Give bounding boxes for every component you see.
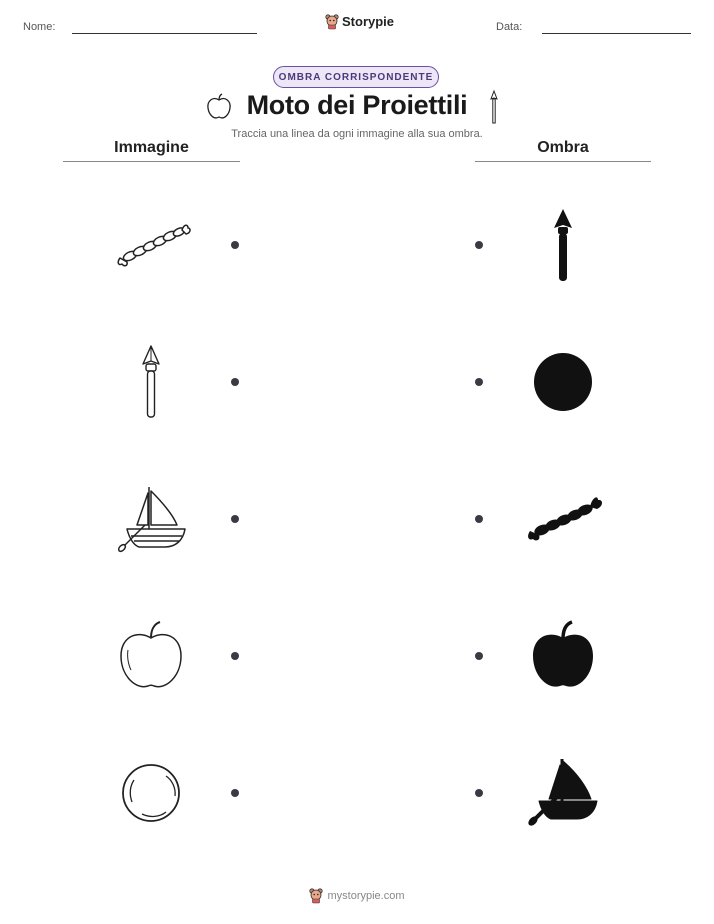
brand-name: Storypie [342, 14, 395, 29]
sailboat-shadow-icon [527, 757, 599, 827]
bear-footer-icon [309, 888, 323, 903]
left-dot-4[interactable] [231, 652, 239, 660]
left-dot-2[interactable] [231, 378, 239, 386]
apple-shadow-icon [530, 620, 596, 692]
ball-icon [120, 762, 182, 824]
spear-icon [140, 345, 162, 419]
right-dot-5[interactable] [475, 789, 483, 797]
brand-logo [325, 14, 394, 29]
left-dot-3[interactable] [231, 515, 239, 523]
footer [0, 888, 714, 903]
rope-icon [112, 220, 192, 270]
date-line[interactable] [542, 33, 691, 34]
name-line[interactable] [72, 33, 257, 34]
apple-icon [118, 620, 184, 692]
column-line-right [475, 161, 651, 162]
category-badge: OMBRA CORRISPONDENTE [273, 66, 439, 88]
name-label: Nome: [23, 21, 56, 33]
spear-shadow-icon [552, 208, 574, 282]
right-dot-4[interactable] [475, 652, 483, 660]
right-dot-1[interactable] [475, 241, 483, 249]
right-dot-2[interactable] [475, 378, 483, 386]
column-head-shadow: Ombra [537, 139, 589, 156]
instructions: Traccia una linea da ogni immagine alla sua ombra. [231, 128, 483, 140]
left-dot-1[interactable] [231, 241, 239, 249]
spear-decoration-icon [489, 90, 499, 124]
sailboat-icon [115, 485, 187, 555]
column-head-image: Immagine [114, 139, 189, 156]
ball-shadow-icon [533, 352, 593, 412]
footer-url[interactable]: mystorypie.com [327, 889, 405, 902]
rope-shadow-icon [524, 493, 604, 543]
column-line-left [63, 161, 240, 162]
left-dot-5[interactable] [231, 789, 239, 797]
bear-icon [325, 14, 339, 29]
page-title: Moto dei Proiettili [246, 90, 468, 120]
date-label: Data: [496, 21, 523, 33]
right-dot-3[interactable] [475, 515, 483, 523]
